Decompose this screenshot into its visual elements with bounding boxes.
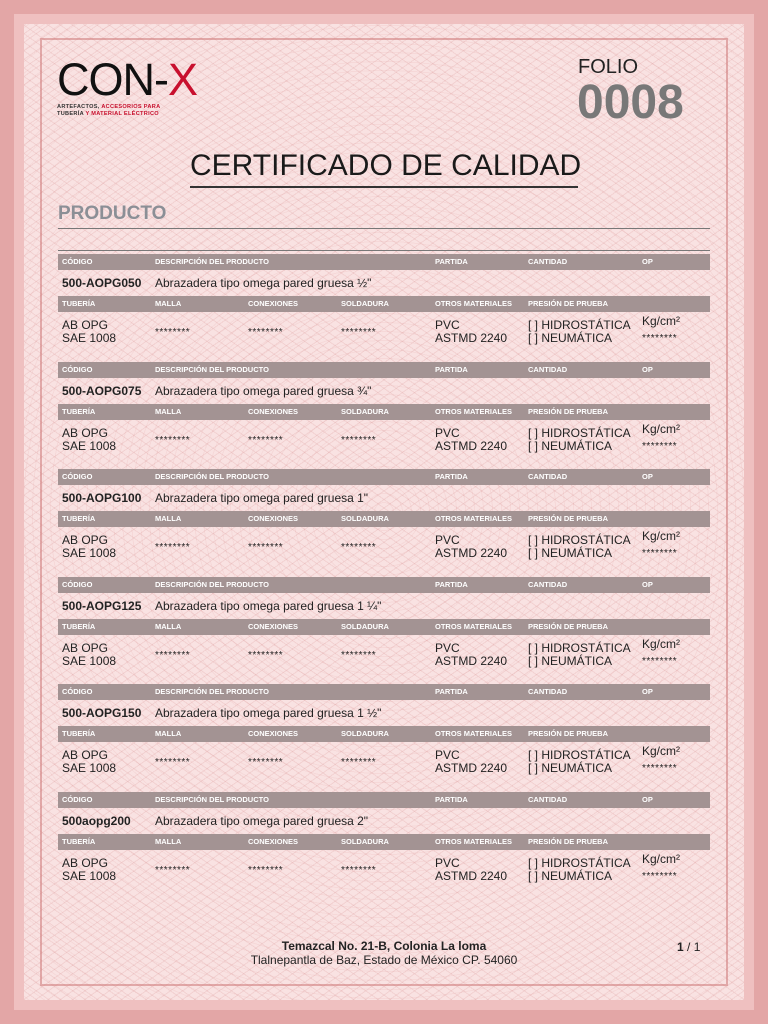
conexiones-value: ******** [248, 650, 284, 661]
header-codigo: CÓDIGO [62, 472, 93, 481]
pressure-value: ******** [642, 656, 678, 667]
header-conexiones: CONEXIONES [248, 407, 299, 416]
product-description: Abrazadera tipo omega pared gruesa 2" [155, 814, 369, 828]
presion-hidrostatica: [ ] HIDROSTÁTICA [528, 318, 631, 332]
tuberia-line-1: AB OPG [62, 641, 109, 655]
tuberia-line-1: AB OPG [62, 533, 109, 547]
address-line-1: Temazcal No. 21-B, Colonia La loma [281, 939, 487, 953]
header-op: OP [642, 580, 653, 589]
header-presion: PRESIÓN DE PRUEBA [528, 837, 609, 846]
detail-row [58, 744, 710, 782]
header-malla: MALLA [155, 299, 182, 308]
otros-line-1: PVC [435, 748, 460, 762]
page-current: 1 [677, 940, 684, 954]
tuberia-line-2: SAE 1008 [62, 869, 117, 883]
product-row [58, 274, 710, 292]
product-header-row [58, 577, 710, 593]
folio-number: 0008 [577, 76, 684, 129]
presion-neumatica: [ ] NEUMÁTICA [528, 331, 613, 345]
header-presion: PRESIÓN DE PRUEBA [528, 299, 609, 308]
pressure-value: ******** [642, 763, 678, 774]
soldadura-value: ******** [341, 865, 377, 876]
presion-hidrostatica: [ ] HIDROSTÁTICA [528, 856, 631, 870]
header-conexiones: CONEXIONES [248, 514, 299, 523]
tuberia-line-2: SAE 1008 [62, 654, 117, 668]
detail-header-row [58, 511, 710, 527]
footer-address [200, 939, 568, 967]
logo-tag-2a: TUBERÍA [57, 111, 84, 117]
header-codigo: CÓDIGO [62, 365, 93, 374]
pressure-unit: Kg/cm² [642, 529, 681, 543]
header-codigo: CÓDIGO [62, 257, 93, 266]
header-presion: PRESIÓN DE PRUEBA [528, 407, 609, 416]
logo-word-x: X [167, 54, 197, 105]
header-otros: OTROS MATERIALES [435, 837, 512, 846]
presion-neumatica: [ ] NEUMÁTICA [528, 546, 613, 560]
page-total: / 1 [683, 940, 701, 954]
presion-neumatica: [ ] NEUMÁTICA [528, 869, 613, 883]
conexiones-value: ******** [248, 542, 284, 553]
detail-header-row [58, 296, 710, 312]
otros-line-1: PVC [435, 318, 460, 332]
header-soldadura: SOLDADURA [341, 837, 389, 846]
folio-label: FOLIO [578, 56, 639, 78]
product-description: Abrazadera tipo omega pared gruesa 1 ¼" [155, 599, 382, 613]
header-codigo: CÓDIGO [62, 687, 93, 696]
header-malla: MALLA [155, 622, 182, 631]
tuberia-line-1: AB OPG [62, 318, 109, 332]
detail-row [58, 529, 710, 567]
header-tuberia: TUBERÍA [62, 407, 96, 416]
detail-header-row [58, 619, 710, 635]
product-row [58, 704, 710, 722]
product-description: Abrazadera tipo omega pared gruesa 1" [155, 491, 369, 505]
product-code: 500-AOPG125 [62, 599, 142, 613]
otros-line-1: PVC [435, 426, 460, 440]
tuberia-line-1: AB OPG [62, 426, 109, 440]
header-conexiones: CONEXIONES [248, 622, 299, 631]
header-malla: MALLA [155, 729, 182, 738]
otros-line-2: ASTMD 2240 [435, 546, 508, 560]
tuberia-line-1: AB OPG [62, 748, 109, 762]
header-otros: OTROS MATERIALES [435, 622, 512, 631]
soldadura-value: ******** [341, 757, 377, 768]
header-codigo: CÓDIGO [62, 580, 93, 589]
malla-value: ******** [155, 650, 191, 661]
detail-header-row [58, 834, 710, 850]
header-partida: PARTIDA [435, 257, 468, 266]
product-header-row [58, 362, 710, 378]
product-description: Abrazadera tipo omega pared gruesa 1 ½" [155, 706, 382, 720]
header-op: OP [642, 257, 653, 266]
soldadura-value: ******** [341, 650, 377, 661]
product-header-row [58, 254, 710, 270]
detail-header-row [58, 404, 710, 420]
malla-value: ******** [155, 865, 191, 876]
header-op: OP [642, 472, 653, 481]
header-op: OP [642, 365, 653, 374]
header-descripcion: DESCRIPCIÓN DEL PRODUCTO [155, 580, 269, 589]
header-presion: PRESIÓN DE PRUEBA [528, 622, 609, 631]
soldadura-value: ******** [341, 542, 377, 553]
conexiones-value: ******** [248, 865, 284, 876]
pressure-value: ******** [642, 333, 678, 344]
conexiones-value: ******** [248, 757, 284, 768]
pressure-unit: Kg/cm² [642, 637, 681, 651]
con-x-logo [57, 54, 197, 118]
header-tuberia: TUBERÍA [62, 729, 96, 738]
logo-tag-2b: Y MATERIAL ELÉCTRICO [83, 111, 159, 117]
header-cantidad: CANTIDAD [528, 580, 568, 589]
header-otros: OTROS MATERIALES [435, 299, 512, 308]
header-soldadura: SOLDADURA [341, 299, 389, 308]
header-tuberia: TUBERÍA [62, 514, 96, 523]
logo-tagline [57, 104, 197, 118]
header-partida: PARTIDA [435, 472, 468, 481]
logo-tag-1a: ARTEFACTOS, [57, 104, 102, 110]
presion-neumatica: [ ] NEUMÁTICA [528, 761, 613, 775]
tuberia-line-2: SAE 1008 [62, 546, 117, 560]
product-description: Abrazadera tipo omega pared gruesa ¾" [155, 384, 372, 398]
product-row [58, 597, 710, 615]
header-soldadura: SOLDADURA [341, 407, 389, 416]
soldadura-value: ******** [341, 435, 377, 446]
header-descripcion: DESCRIPCIÓN DEL PRODUCTO [155, 365, 269, 374]
presion-hidrostatica: [ ] HIDROSTÁTICA [528, 426, 631, 440]
detail-row [58, 852, 710, 890]
otros-line-1: PVC [435, 856, 460, 870]
presion-neumatica: [ ] NEUMÁTICA [528, 654, 613, 668]
header-tuberia: TUBERÍA [62, 837, 96, 846]
otros-line-2: ASTMD 2240 [435, 869, 508, 883]
conexiones-value: ******** [248, 327, 284, 338]
logo-tag-1b: ACCESORIOS PARA [101, 104, 161, 110]
presion-hidrostatica: [ ] HIDROSTÁTICA [528, 748, 631, 762]
header-tuberia: TUBERÍA [62, 622, 96, 631]
product-header-row [58, 469, 710, 485]
tuberia-line-2: SAE 1008 [62, 331, 117, 345]
header-presion: PRESIÓN DE PRUEBA [528, 514, 609, 523]
presion-neumatica: [ ] NEUMÁTICA [528, 439, 613, 453]
page-number [677, 940, 700, 954]
conexiones-value: ******** [248, 435, 284, 446]
header-descripcion: DESCRIPCIÓN DEL PRODUCTO [155, 687, 269, 696]
header-partida: PARTIDA [435, 580, 468, 589]
header-partida: PARTIDA [435, 365, 468, 374]
header-codigo: CÓDIGO [62, 795, 93, 804]
product-row [58, 382, 710, 400]
logo-wordmark [57, 54, 197, 105]
header-conexiones: CONEXIONES [248, 299, 299, 308]
malla-value: ******** [155, 435, 191, 446]
malla-value: ******** [155, 757, 191, 768]
section-divider [58, 228, 710, 229]
header-cantidad: CANTIDAD [528, 472, 568, 481]
otros-line-1: PVC [435, 533, 460, 547]
logo-word-main: CON- [57, 54, 168, 105]
pressure-unit: Kg/cm² [642, 852, 681, 866]
table-top-divider [58, 250, 710, 251]
header-partida: PARTIDA [435, 795, 468, 804]
presion-hidrostatica: [ ] HIDROSTÁTICA [528, 641, 631, 655]
header-cantidad: CANTIDAD [528, 257, 568, 266]
header-malla: MALLA [155, 837, 182, 846]
section-heading: PRODUCTO [58, 203, 167, 224]
header-conexiones: CONEXIONES [248, 729, 299, 738]
detail-row [58, 314, 710, 352]
header-tuberia: TUBERÍA [62, 299, 96, 308]
header-presion: PRESIÓN DE PRUEBA [528, 729, 609, 738]
document-title: CERTIFICADO DE CALIDAD [190, 149, 582, 182]
pressure-unit: Kg/cm² [642, 314, 681, 328]
tuberia-line-2: SAE 1008 [62, 439, 117, 453]
header-cantidad: CANTIDAD [528, 687, 568, 696]
malla-value: ******** [155, 327, 191, 338]
header-partida: PARTIDA [435, 687, 468, 696]
pressure-unit: Kg/cm² [642, 744, 681, 758]
header-op: OP [642, 687, 653, 696]
header-descripcion: DESCRIPCIÓN DEL PRODUCTO [155, 257, 269, 266]
product-code: 500-AOPG150 [62, 706, 142, 720]
header-descripcion: DESCRIPCIÓN DEL PRODUCTO [155, 472, 269, 481]
detail-row [58, 637, 710, 675]
otros-line-2: ASTMD 2240 [435, 331, 508, 345]
pressure-value: ******** [642, 441, 678, 452]
otros-line-2: ASTMD 2240 [435, 439, 508, 453]
header-malla: MALLA [155, 407, 182, 416]
header-malla: MALLA [155, 514, 182, 523]
pressure-value: ******** [642, 548, 678, 559]
header-cantidad: CANTIDAD [528, 365, 568, 374]
address-line-2: Tlalnepantla de Baz, Estado de México CP. 54060 [250, 953, 518, 967]
product-row [58, 812, 710, 830]
header-cantidad: CANTIDAD [528, 795, 568, 804]
product-header-row [58, 792, 710, 808]
product-code: 500-AOPG050 [62, 276, 142, 290]
malla-value: ******** [155, 542, 191, 553]
product-row [58, 489, 710, 507]
soldadura-value: ******** [341, 327, 377, 338]
otros-line-2: ASTMD 2240 [435, 654, 508, 668]
product-code: 500aopg200 [62, 814, 131, 828]
pressure-value: ******** [642, 871, 678, 882]
product-code: 500-AOPG075 [62, 384, 142, 398]
detail-header-row [58, 726, 710, 742]
pressure-unit: Kg/cm² [642, 422, 681, 436]
header-soldadura: SOLDADURA [341, 514, 389, 523]
product-code: 500-AOPG100 [62, 491, 142, 505]
tuberia-line-1: AB OPG [62, 856, 109, 870]
product-description: Abrazadera tipo omega pared gruesa ½" [155, 276, 372, 290]
tuberia-line-2: SAE 1008 [62, 761, 117, 775]
otros-line-1: PVC [435, 641, 460, 655]
title-underline [190, 186, 578, 188]
header-otros: OTROS MATERIALES [435, 514, 512, 523]
header-op: OP [642, 795, 653, 804]
header-soldadura: SOLDADURA [341, 622, 389, 631]
product-header-row [58, 684, 710, 700]
header-soldadura: SOLDADURA [341, 729, 389, 738]
header-conexiones: CONEXIONES [248, 837, 299, 846]
presion-hidrostatica: [ ] HIDROSTÁTICA [528, 533, 631, 547]
header-otros: OTROS MATERIALES [435, 407, 512, 416]
detail-row [58, 422, 710, 460]
otros-line-2: ASTMD 2240 [435, 761, 508, 775]
header-descripcion: DESCRIPCIÓN DEL PRODUCTO [155, 795, 269, 804]
header-otros: OTROS MATERIALES [435, 729, 512, 738]
